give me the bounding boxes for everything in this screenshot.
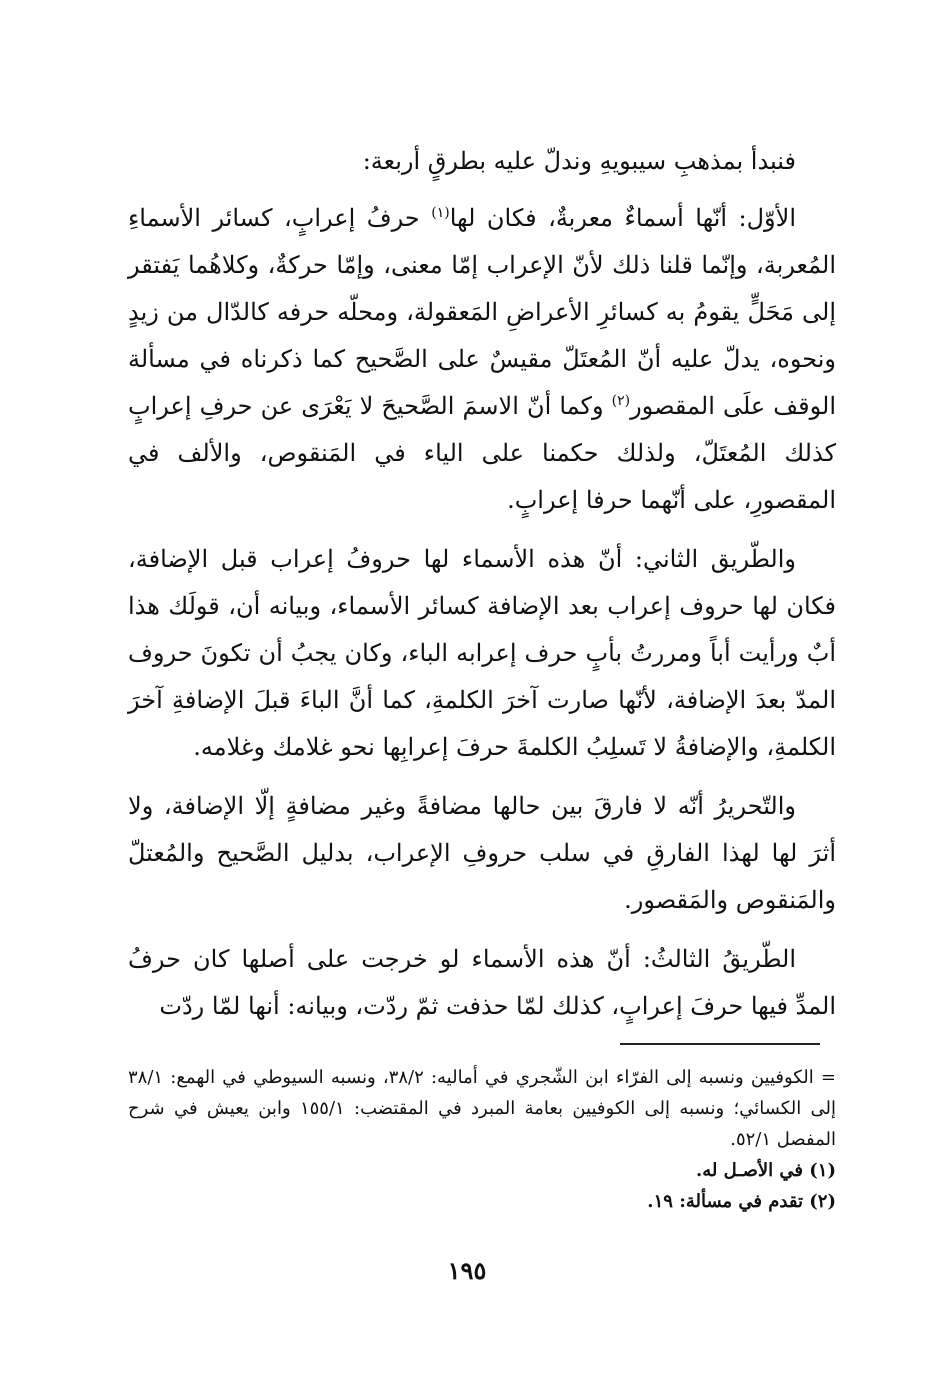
paragraph-clarification: والتّحريرُ أنّه لا فارقَ بين حالها مضافةً وغير مضافةٍ إلّا الإضافة، ولا أثرَ لها لهذا الفارقِ في سلب حروفِ الإعراب، بدليل الصَّحيح والمُعتلّ والمَنقوص والمَقصور. [128, 792, 837, 914]
page-number: ١٩٥ [447, 1256, 487, 1285]
footnote-ref-2[interactable]: (٢) [611, 393, 631, 409]
footnote-divider [620, 1043, 820, 1045]
intro-paragraph: فنبدأ بمذهبِ سيبويهِ وندلّ عليه بطرقٍ أربعة: [362, 147, 796, 175]
footnotes [128, 1062, 836, 1217]
paragraph-first-method [128, 195, 836, 524]
paragraph-text: حرفُ إعرابٍ، كسائر الأسماءِ المُعربة، وإنّما قلنا ذلك لأنّ الإعراب إمّا معنى، وإمّا حركةٌ، وكلاهُما يَفتقر إلى مَحَلٍّ يقومُ به كسائرِ الأعراضِ المَعقولة، ومحلّه حرفه كالدّال من زيدٍ ونحوه، يدلّ عليه أنّ المُعتَلّ مقيسٌ على الصَّحيح كما ذكرناه في مسألة الوقف علَى المقصور [128, 204, 836, 420]
footnote-2: (٢) تقدم في مسألة: ١٩. [647, 1191, 836, 1212]
footnote-ref-1[interactable]: (١) [431, 205, 450, 221]
paragraph-second-method: والطّريق الثاني: أنّ هذه الأسماء لها حروفُ إعراب قبل الإضافة، فكان لها حروف إعراب بعد الإضافة كسائر الأسماء، وبيانه أن، قولَك هذا أبٌ ورأيت أباً ومررتُ بأبٍ حرف إعرابه الباء، وكان يجبُ أن تكونَ حروف المدّ بعدَ الإضافة، لأنّها صارت آخرَ الكلمةِ، كما أنَّ الباءَ قبلَ الإضافةِ آخرَ الكلمةِ، والإضافةُ لا تَسلِبُ الكلمةَ حرفَ إعرابِها نحو غلامك وغلامه. [128, 545, 836, 761]
footnote-continuation: = الكوفيين ونسبه إلى الفرّاء ابن الشّجري في أماليه: ٣٨/٢، ونسبه السيوطي في الهمع: ٣٨/١ إلى الكسائي؛ ونسبه إلى الكوفيين بعامة المبرد في المقتضب: ١٥٥/١ وابن يعيش في شرح المفصل ٥٢/١. [128, 1067, 836, 1150]
main-text [128, 138, 836, 1042]
paragraph-third-method: الطّريقُ الثالثُ: أنّ هذه الأسماء لو خرجت على أصلها كان حرفُ المدِّ فيها حرفَ إعرابٍ، كذلك لمّا حذفت ثمّ ردّت، وبيانه: أنها لمّا ردّت [128, 945, 836, 1020]
footnote-1: (١) في الأصـل له. [696, 1160, 836, 1181]
paragraph-text: وكما أنّ الاسمَ الصَّحيحَ لا يَعْرَى عن حرفِ إعرابٍ كذلك المُعتَلّ، ولذلك حكمنا على الياء في المَنقوص، والألف في المقصورِ، على أنّهما حرفا إعرابٍ. [128, 392, 836, 514]
paragraph-text: الأوّل: أنّها أسماءٌ معربةٌ، فكان لها [449, 204, 797, 232]
